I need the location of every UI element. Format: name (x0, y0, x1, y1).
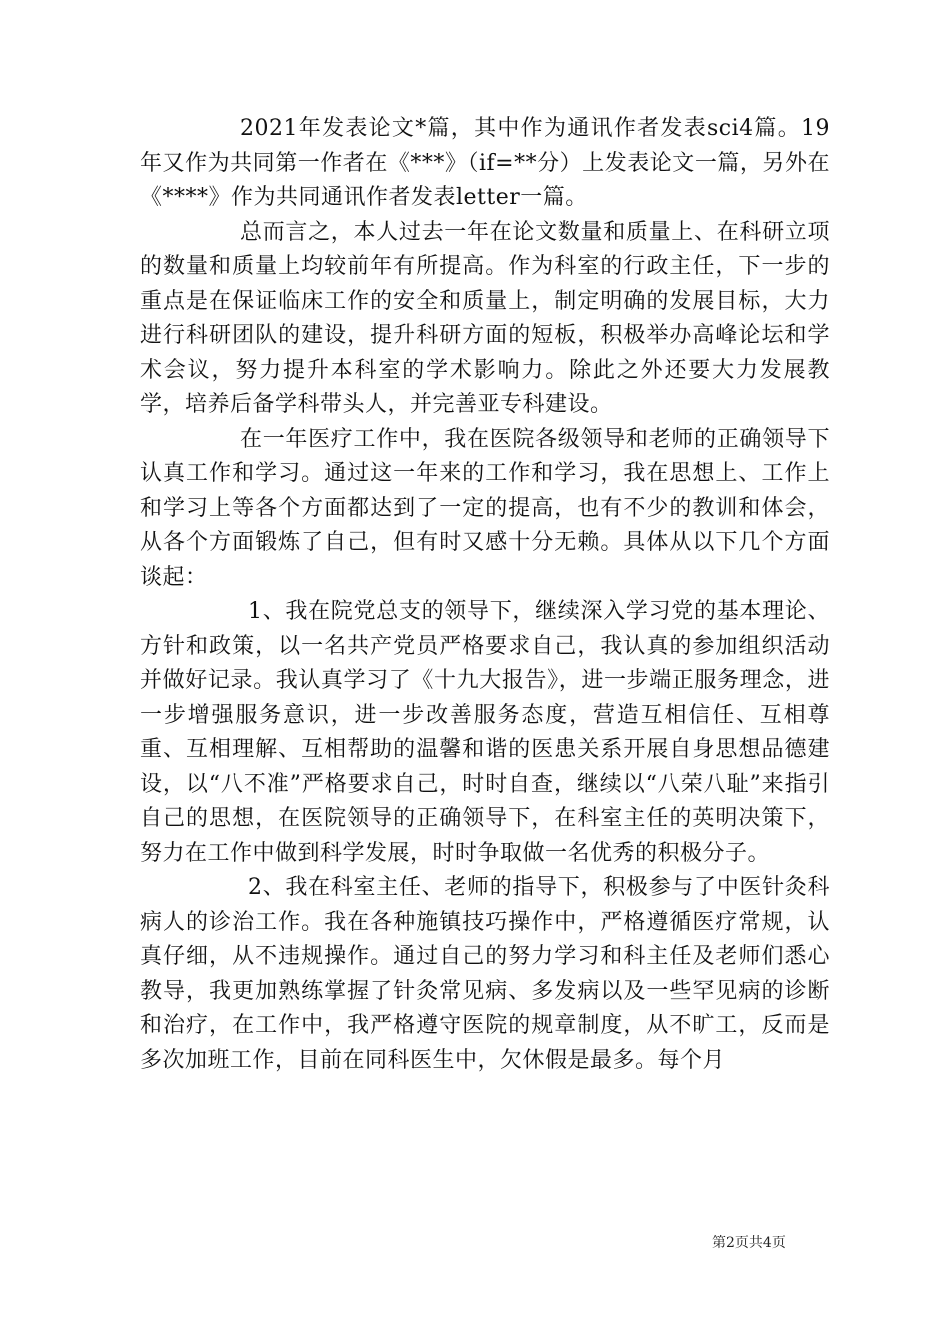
paragraph-publications: 2021年发表论文*篇，其中作为通讯作者发表sci4篇。19年又作为共同第一作者在《***》（if=**分）上发表论文一篇，另外在《****》作为共同通讯作者发表letter一篇。 (140, 116, 830, 210)
document-body (140, 112, 830, 1078)
paragraph-point-2: 2、我在科室主任、老师的指导下，积极参与了中医针灸科病人的诊治工作。我在各种施镇技巧操作中，严格遵循医疗常规，认真仔细，从不违规操作。通过自己的努力学习和科主任及老师们悉心教导，我更加熟练掌握了针灸常见病、多发病以及一些罕见病的诊断和治疗，在工作中，我严格遵守医院的规章制度，从不旷工，反而是多次加班工作，目前在同科医生中，欠休假是最多。每个月 (140, 875, 830, 1073)
paragraph-point-1: 1、我在院党总支的领导下，继续深入学习党的基本理论、方针和政策，以一名共产党员严格要求自己，我认真的参加组织活动并做好记录。我认真学习了《十九大报告》，进一步端正服务理念，进一步增强服务意识，进一步改善服务态度，营造互相信任、互相尊重、互相理解、互相帮助的温馨和谐的医患关系开展自身思想品德建设，以“八不准”严格要求自己，时时自查，继续以“八荣八耻”来指引自己的思想，在医院领导的正确领导下，在科室主任的英明决策下，努力在工作中做到科学发展，时时争取做一名优秀的积极分子。 (140, 599, 830, 866)
paragraph-summary: 总而言之，本人过去一年在论文数量和质量上、在科研立项的数量和质量上均较前年有所提高。作为科室的行政主任，下一步的重点是在保证临床工作的安全和质量上，制定明确的发展目标，大力进行科研团队的建设，提升科研方面的短板，积极举办高峰论坛和学术会议，努力提升本科室的学术影响力。除此之外还要大力发展教学，培养后备学科带头人，并完善亚专科建设。 (140, 219, 830, 417)
paragraph-medical-work: 在一年医疗工作中，我在医院各级领导和老师的正确领导下认真工作和学习。通过这一年来的工作和学习，我在思想上、工作上和学习上等各个方面都达到了一定的提高，也有不少的教训和体会，从各个方面锻炼了自己，但有时又感十分无赖。具体从以下几个方面谈起： (140, 426, 830, 590)
page-number-footer: 第2页共4页 (712, 1235, 786, 1251)
